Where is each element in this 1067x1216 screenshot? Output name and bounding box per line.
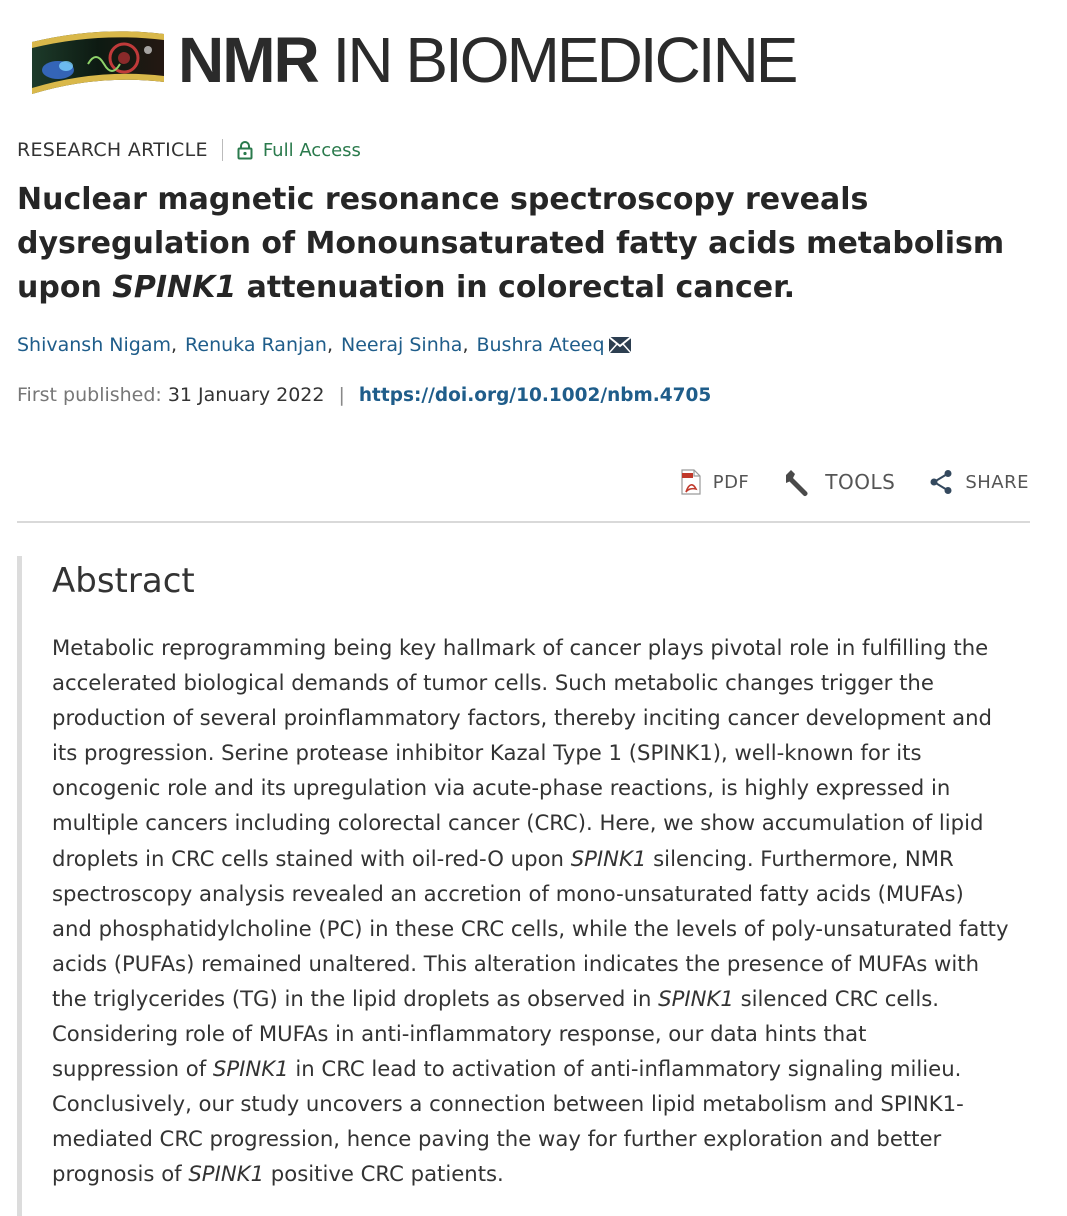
journal-name bbox=[178, 24, 795, 96]
abstract-text-segment: Metabolic reprogramming being key hallmark of cancer plays pivotal role in fulfilling the bbox=[52, 635, 989, 660]
envelope-icon[interactable] bbox=[608, 336, 632, 354]
abstract-line bbox=[52, 911, 1042, 946]
abstract-text-segment: Conclusively, our study uncovers a connection between lipid metabolism and SPINK1- bbox=[52, 1091, 964, 1117]
abstract-line bbox=[52, 630, 1042, 665]
pdf-button[interactable] bbox=[681, 469, 750, 495]
abstract-text bbox=[52, 630, 1042, 1192]
abstract-heading: Abstract bbox=[52, 561, 195, 601]
abstract-text-segment: droplets in CRC cells stained with oil-red-O upon bbox=[52, 845, 571, 871]
author-list bbox=[17, 334, 632, 356]
abstract-line bbox=[52, 735, 1042, 770]
abstract-text-segment: silenced CRC cells. bbox=[733, 985, 939, 1011]
abstract-text-segment: multiple cancers including colorectal cancer (CRC). Here, we show accumulation of lipid bbox=[52, 810, 984, 836]
abstract-line bbox=[52, 805, 1042, 840]
access-badge bbox=[237, 140, 361, 161]
pdf-icon bbox=[681, 469, 701, 495]
abstract-text-segment: mediated CRC progression, hence paving the way for further exploration and better bbox=[52, 1126, 942, 1152]
abstract-text-segment: suppression of bbox=[52, 1056, 213, 1082]
first-published-label: First published: bbox=[17, 384, 162, 406]
abstract-line bbox=[52, 665, 1042, 700]
tools-button[interactable] bbox=[783, 467, 895, 497]
abstract-line bbox=[52, 841, 1042, 876]
abstract-text-segment: positive CRC patients. bbox=[264, 1161, 504, 1187]
author-link[interactable]: Renuka Ranjan bbox=[185, 334, 327, 356]
abstract-line bbox=[52, 700, 1042, 735]
separator bbox=[222, 139, 223, 161]
article-title bbox=[17, 178, 1047, 310]
gene-name: SPINK1 bbox=[570, 845, 647, 871]
publication-info bbox=[17, 384, 711, 406]
author-separator: , bbox=[326, 334, 333, 356]
wrench-icon bbox=[783, 467, 813, 497]
abstract-line bbox=[52, 770, 1042, 805]
article-meta-row bbox=[17, 136, 361, 164]
abstract-text-segment: production of several proinflammatory factors, thereby inciting cancer development and bbox=[52, 705, 993, 731]
doi-link[interactable]: https://doi.org/10.1002/nbm.4705 bbox=[358, 384, 712, 406]
abstract-text-segment: the triglycerides (TG) in the lipid droplets as observed in bbox=[52, 985, 659, 1011]
article-toolbar bbox=[647, 464, 1029, 500]
title-text: Nuclear magnetic resonance spectroscopy reveals dysregulation of Monounsaturated fatty acids metabolism upon bbox=[17, 182, 1005, 305]
abstract-text-segment: Considering role of MUFAs in anti-inflammatory response, our data hints that bbox=[52, 1021, 867, 1047]
title-text-end: attenuation in colorectal cancer. bbox=[236, 270, 795, 305]
abstract-line bbox=[52, 1016, 1042, 1051]
journal-cover-image bbox=[28, 20, 166, 102]
journal-header[interactable] bbox=[28, 14, 796, 106]
author-link[interactable]: Bushra Ateeq bbox=[476, 334, 605, 356]
abstract-line bbox=[52, 1051, 1042, 1086]
divider bbox=[17, 521, 1030, 523]
abstract-line bbox=[52, 876, 1042, 911]
share-button[interactable] bbox=[929, 469, 1029, 495]
author-link[interactable]: Shivansh Nigam bbox=[17, 334, 171, 356]
abstract-line bbox=[52, 981, 1042, 1016]
tools-label: TOOLS bbox=[825, 470, 896, 494]
share-icon bbox=[929, 469, 953, 495]
pdf-label: PDF bbox=[712, 471, 750, 493]
abstract-section bbox=[17, 556, 1057, 1216]
abstract-line bbox=[52, 1156, 1042, 1191]
abstract-text-segment: silencing. Furthermore, NMR bbox=[646, 845, 954, 871]
article-type: RESEARCH ARTICLE bbox=[17, 139, 208, 161]
title-gene: SPINK1 bbox=[112, 270, 237, 305]
abstract-text-segment: acids (PUFAs) remained unaltered. This alteration indicates the presence of MUFAs with bbox=[52, 950, 979, 976]
abstract-text-segment: in CRC lead to activation of anti-inflammatory signaling milieu. bbox=[288, 1056, 962, 1082]
abstract-line bbox=[52, 946, 1042, 981]
abstract-text-segment: prognosis of bbox=[52, 1161, 189, 1187]
first-published-date: 31 January 2022 bbox=[167, 384, 325, 406]
gene-name: SPINK1 bbox=[212, 1056, 289, 1082]
share-label: SHARE bbox=[965, 471, 1029, 493]
abstract-text-segment: its progression. Serine protease inhibitor Kazal Type 1 (SPINK1), well-known for its bbox=[52, 740, 922, 766]
abstract-text-segment: spectroscopy analysis revealed an accretion of mono-unsaturated fatty acids (MUFAs) bbox=[52, 880, 964, 906]
abstract-text-segment: oncogenic role and its upregulation via acute-phase reactions, is highly expressed in bbox=[52, 775, 951, 801]
gene-name: SPINK1 bbox=[188, 1161, 265, 1187]
author-separator: , bbox=[171, 334, 178, 356]
abstract-line bbox=[52, 1086, 1042, 1121]
access-label: Full Access bbox=[262, 139, 361, 161]
journal-name-rest: IN BIOMEDICINE bbox=[317, 24, 796, 96]
author-separator: , bbox=[462, 334, 469, 356]
abstract-line bbox=[52, 1121, 1042, 1156]
separator: | bbox=[338, 384, 345, 406]
gene-name: SPINK1 bbox=[658, 985, 734, 1011]
journal-name-abbr: NMR bbox=[178, 24, 318, 96]
abstract-text-segment: and phosphatidylcholine (PC) in these CRC cells, while the levels of poly-unsaturated fatty bbox=[52, 915, 1009, 941]
abstract-text-segment: accelerated biological demands of tumor cells. Such metabolic changes trigger the bbox=[52, 670, 934, 696]
abstract-border bbox=[17, 556, 22, 1216]
author-link[interactable]: Neeraj Sinha bbox=[341, 334, 463, 356]
unlock-icon bbox=[237, 141, 253, 160]
